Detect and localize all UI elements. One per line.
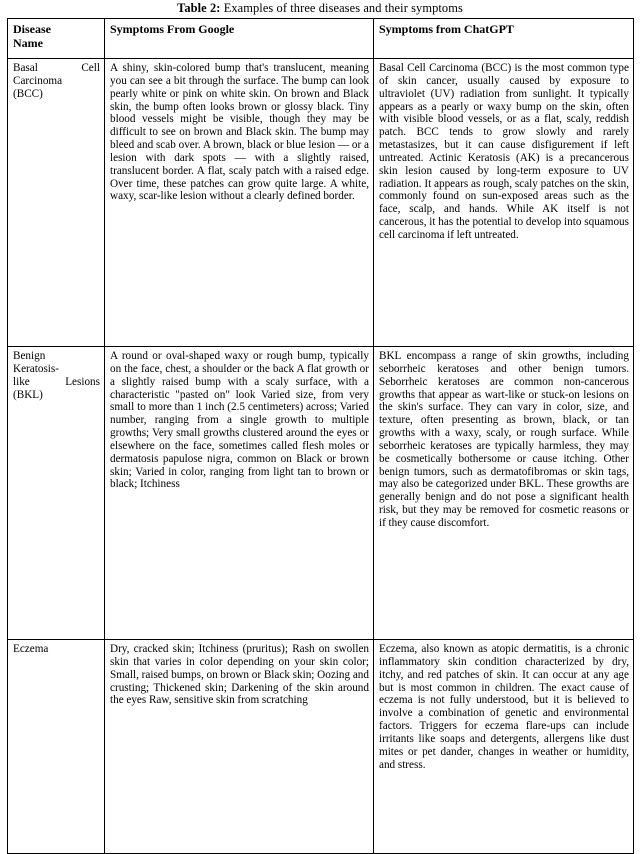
table-caption — [0, 0, 640, 18]
disease-name-bkl-line2: Keratosis- — [13, 362, 59, 375]
symptoms-chatgpt-eczema: Eczema, also known as atopic dermatitis, is a chronic inflammatory skin condition characterized by dry, itchy, and red patches of skin. It can occur at any age but is most common in children. The exact cause of eczema is not fully understood, but it is believed to involve a combination of genetic and environmental factors. Triggers for eczema flare-ups can include irritants like soaps and detergents, allergens like dust mites or pet dander, changes in weather or humidity, and stress. — [374, 640, 634, 854]
column-header-symptoms-google: Symptoms From Google — [105, 19, 374, 59]
table-row — [8, 347, 634, 640]
disease-name-eczema — [8, 640, 105, 854]
disease-name-bcc-line3: (BCC) — [13, 87, 43, 100]
symptoms-google-eczema: Dry, cracked skin; Itchiness (pruritus); Rash on swollen skin that varies in color depending on your skin color; Small, raised bumps, on brown or Black skin; Oozing and crusting; Thickened skin; Darkening of the skin around the eyes Raw, sensitive skin from scratching — [105, 640, 374, 854]
table-caption-text: Examples of three diseases and their symptoms — [223, 1, 463, 15]
diseases-symptoms-table — [7, 18, 634, 854]
disease-name-bcc-line1: Basal Cell — [13, 62, 100, 74]
disease-name-bkl-line4: (BKL) — [13, 388, 43, 401]
disease-name-bkl-line3: like Lesions — [13, 375, 100, 388]
column-header-disease-name-line1: Disease — [13, 22, 51, 36]
disease-name-bcc-line2: Carcinoma — [13, 74, 63, 87]
disease-name-bkl — [8, 347, 105, 640]
symptoms-chatgpt-bcc: Basal Cell Carcinoma (BCC) is the most common type of skin cancer, usually caused by exposure to ultraviolet (UV) radiation from sunlight. It typically appears as a pearly or waxy bump on the skin, often with visible blood vessels, or as a flat, scaly, reddish patch. BCC tends to grow slowly and rarely metastasizes, but it can cause disfigurement if left untreated. Actinic Keratosis (AK) is a precancerous skin lesion caused by long-term exposure to UV radiation. It appears as rough, scaly patches on the skin, commonly found on sun-exposed areas such as the face, scalp, and hands. While AK itself is not cancerous, it has the potential to develop into squamous cell carcinoma if left untreated. — [374, 59, 634, 347]
symptoms-google-bcc: A shiny, skin-colored bump that's translucent, meaning you can see a bit through the surface. The bump can look pearly white or pink on white skin. On brown and Black skin, the bump often looks brown or glossy black. Tiny blood vessels might be visible, though they may be difficult to see on brown and Black skin. The bump may bleed and scab over. A brown, black or blue lesion — or a lesion with dark spots — with a slightly raised, translucent border. A flat, scaly patch with a raised edge. Over time, these patches can grow quite large. A white, waxy, scar-like lesion without a clearly defined border. — [105, 59, 374, 347]
symptoms-google-bkl: A round or oval-shaped waxy or rough bump, typically on the face, chest, a shoulder or the back A flat growth or a slightly raised bump with a scaly surface, with a characteristic "pasted on" look Varied size, from very small to more than 1 inch (2.5 centimeters) across; Varied number, ranging from a single growth to multiple growths; Very small growths clustered around the eyes or elsewhere on the face, sometimes called flesh moles or dermatosis papulose nigra, common on Black or brown skin; Varied in color, ranging from light tan to brown or black; Itchiness — [105, 347, 374, 640]
disease-name-bkl-line1: Benign — [13, 350, 46, 362]
disease-name-eczema-line1: Eczema — [13, 643, 49, 655]
table-row — [8, 59, 634, 347]
column-header-symptoms-chatgpt: Symptoms from ChatGPT — [374, 19, 634, 59]
table-header-row — [8, 19, 634, 59]
column-header-disease-name — [8, 19, 105, 59]
table-caption-label: Table 2: — [177, 1, 221, 15]
symptoms-chatgpt-bkl: BKL encompass a range of skin growths, including seborrheic keratoses and other benign tumors. Seborrheic keratoses are common non-cancerous growths that appear as wart-like or stuck-on lesions on the skin's surface. They can vary in color, size, and texture, often presenting as brown, black, or tan growths with a waxy, scaly, or rough surface. While seborrheic keratoses are typically harmless, they may be cosmetically bothersome or cause itching. Other benign tumors, such as dermatofibromas or skin tags, may also be categorized under BKL. These growths are generally benign and do not pose a significant health risk, but they may be removed for cosmetic reasons or if they cause discomfort. — [374, 347, 634, 640]
column-header-disease-name-line2: Name — [13, 36, 43, 51]
table-row — [8, 640, 634, 854]
disease-name-bcc — [8, 59, 105, 347]
